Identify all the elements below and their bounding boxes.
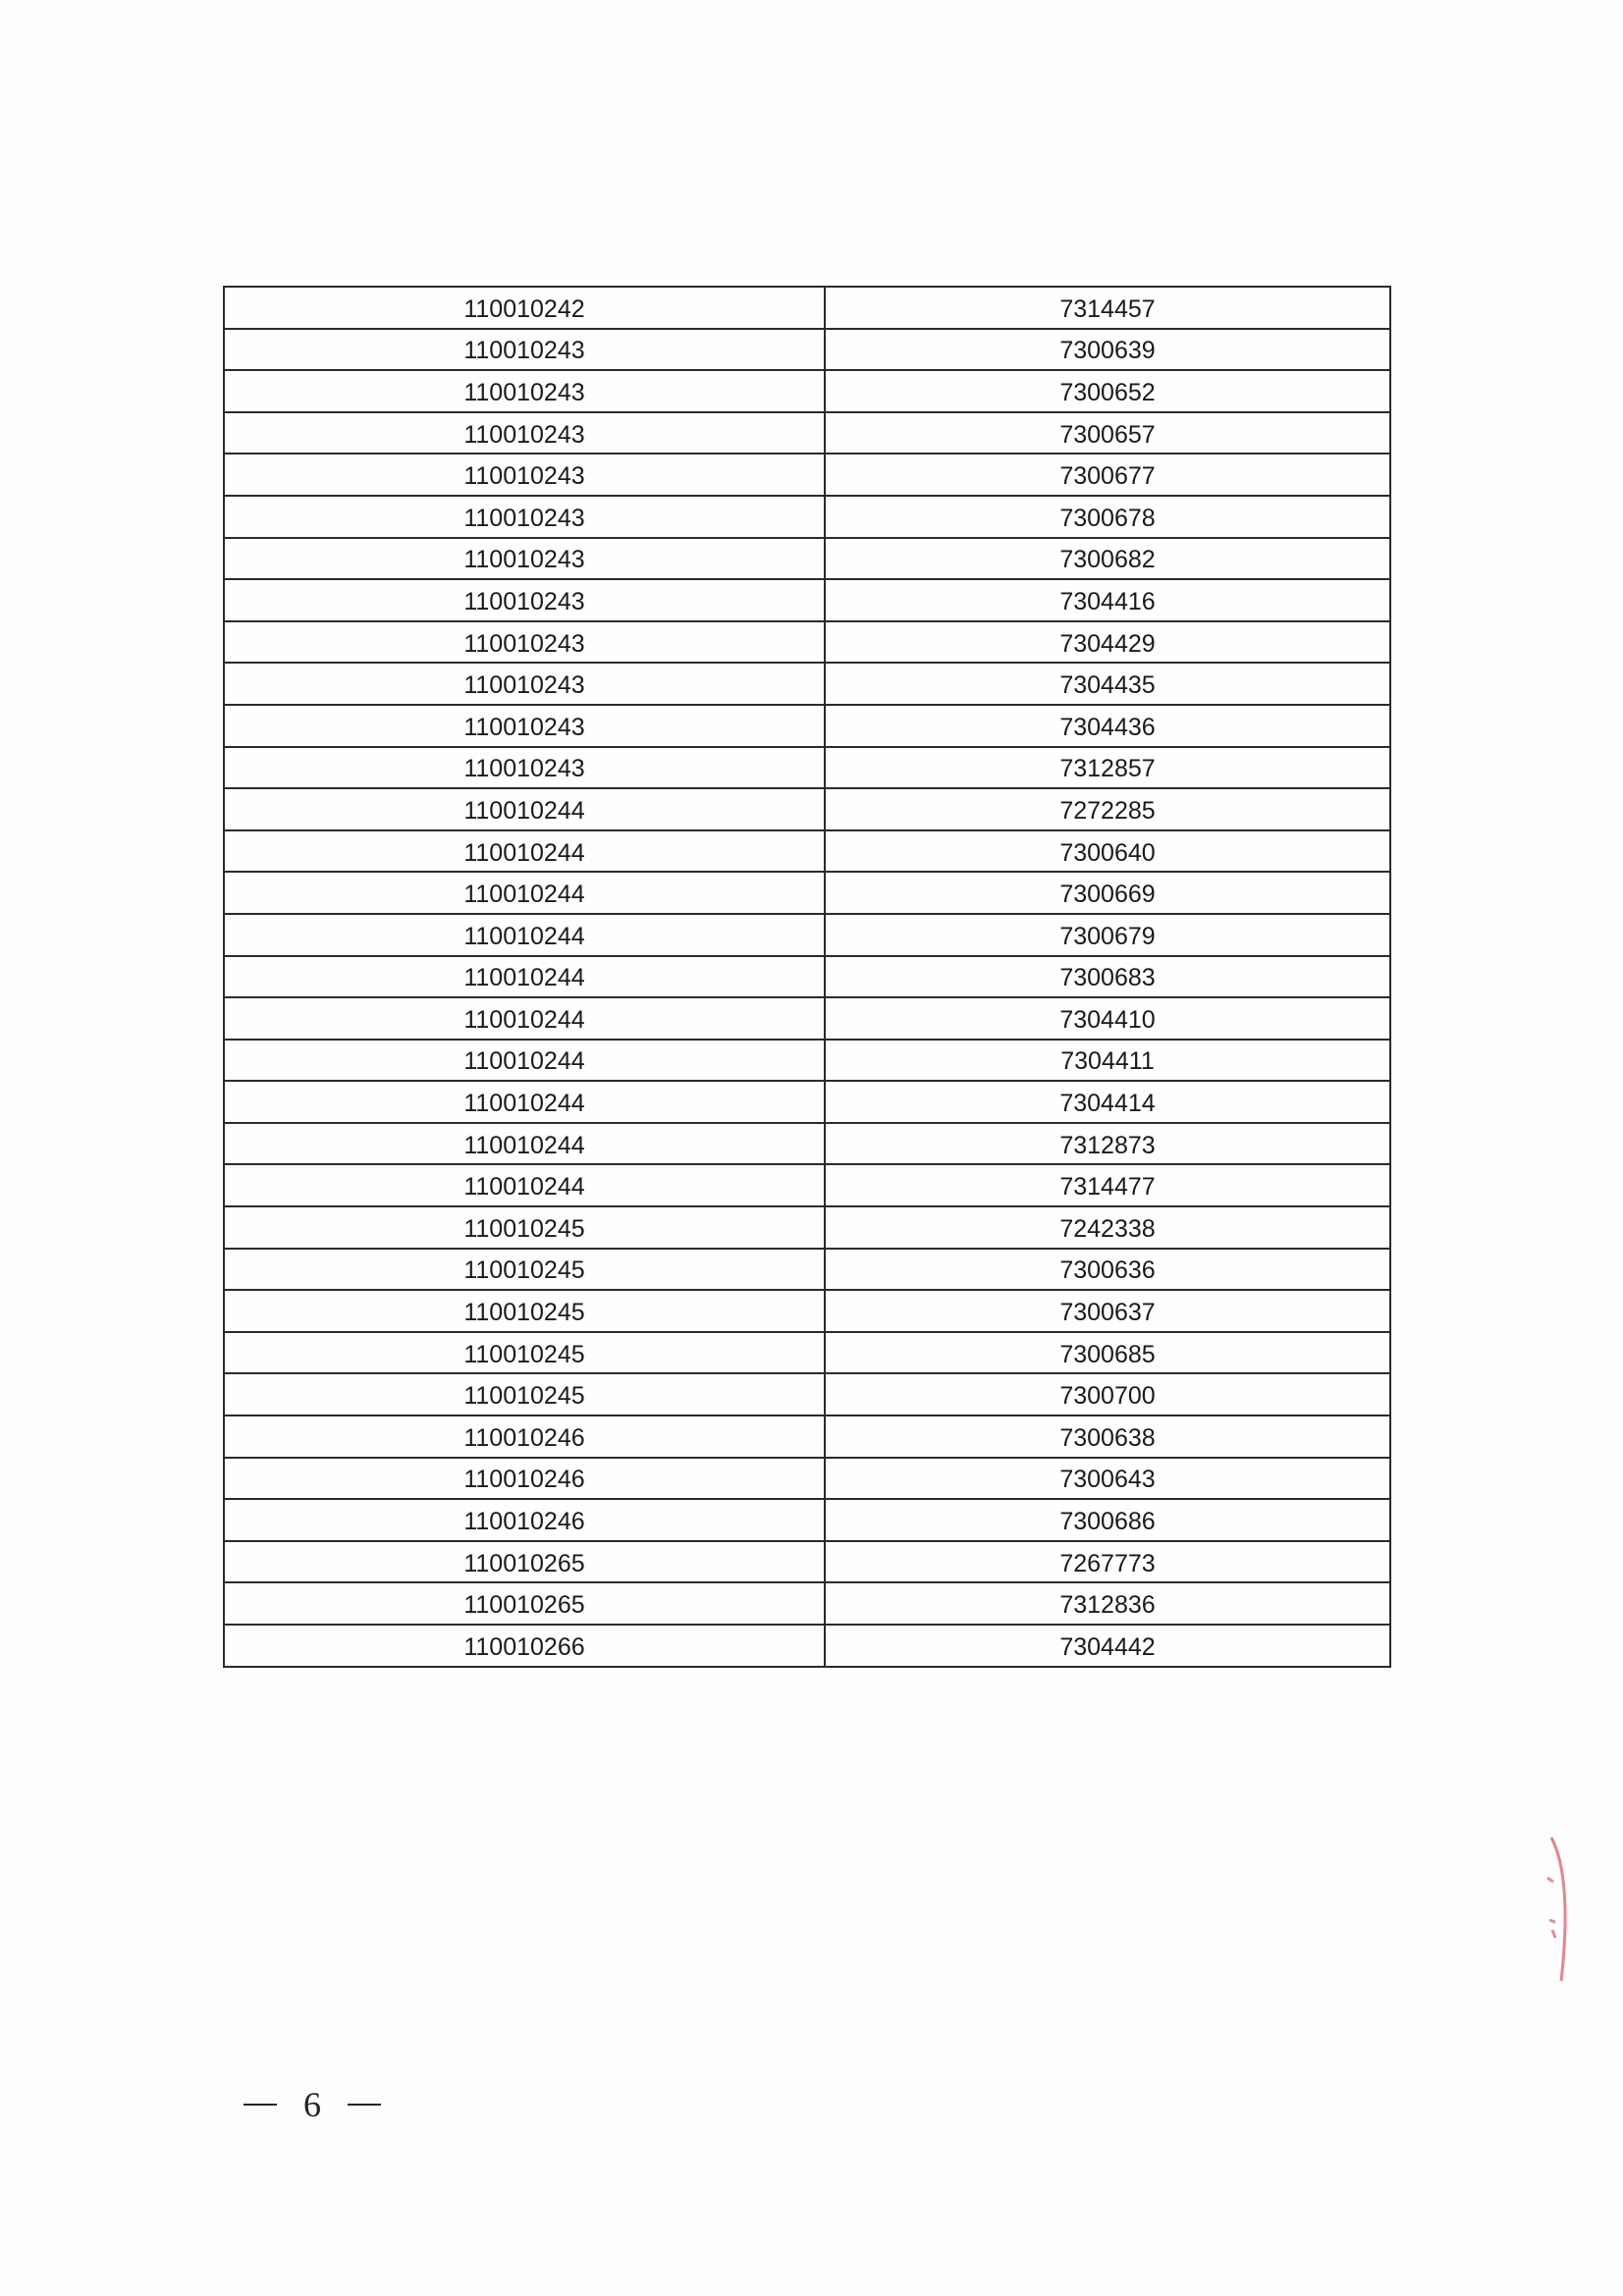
cell-code: 110010243 — [224, 538, 825, 580]
data-table — [223, 286, 1391, 1668]
cell-number: 7312857 — [825, 747, 1390, 789]
table-row — [224, 1458, 1390, 1500]
table-row — [224, 329, 1390, 371]
cell-number: 7300637 — [825, 1290, 1390, 1332]
table-row — [224, 1040, 1390, 1082]
cell-code: 110010244 — [224, 1123, 825, 1165]
cell-number: 7304442 — [825, 1625, 1390, 1667]
cell-code: 110010243 — [224, 370, 825, 412]
cell-code: 110010244 — [224, 914, 825, 956]
table-row — [224, 579, 1390, 621]
cell-number: 7304436 — [825, 705, 1390, 747]
cell-number: 7300638 — [825, 1415, 1390, 1458]
cell-number: 7300643 — [825, 1458, 1390, 1500]
cell-number: 7242338 — [825, 1206, 1390, 1249]
table-row — [224, 412, 1390, 454]
page-number — [243, 2085, 381, 2124]
cell-code: 110010244 — [224, 1081, 825, 1123]
table-row — [224, 997, 1390, 1040]
table-row — [224, 454, 1390, 496]
cell-number: 7300678 — [825, 496, 1390, 538]
table-row — [224, 1373, 1390, 1415]
page-number-dash-left — [243, 2104, 277, 2106]
table-row — [224, 788, 1390, 830]
cell-number: 7312836 — [825, 1582, 1390, 1625]
cell-code: 110010246 — [224, 1415, 825, 1458]
table-row — [224, 1123, 1390, 1165]
table-row — [224, 830, 1390, 873]
cell-number: 7304429 — [825, 621, 1390, 664]
table-row — [224, 1415, 1390, 1458]
table-row — [224, 914, 1390, 956]
cell-code: 110010265 — [224, 1541, 825, 1583]
table-row — [224, 1249, 1390, 1291]
cell-number: 7300657 — [825, 412, 1390, 454]
cell-code: 110010244 — [224, 872, 825, 914]
cell-code: 110010244 — [224, 788, 825, 830]
cell-number: 7272285 — [825, 788, 1390, 830]
table-row — [224, 705, 1390, 747]
table-row — [224, 496, 1390, 538]
cell-number: 7300639 — [825, 329, 1390, 371]
table-row — [224, 1164, 1390, 1206]
cell-code: 110010245 — [224, 1373, 825, 1415]
table-row — [224, 1625, 1390, 1667]
cell-number: 7300652 — [825, 370, 1390, 412]
table-row — [224, 1541, 1390, 1583]
cell-number: 7314457 — [825, 287, 1390, 329]
cell-code: 110010246 — [224, 1499, 825, 1541]
cell-code: 110010244 — [224, 997, 825, 1040]
cell-code: 110010244 — [224, 1040, 825, 1082]
table-row — [224, 956, 1390, 998]
cell-code: 110010243 — [224, 454, 825, 496]
table-row — [224, 370, 1390, 412]
table-row — [224, 1290, 1390, 1332]
cell-number: 7304414 — [825, 1081, 1390, 1123]
cell-code: 110010244 — [224, 956, 825, 998]
cell-number: 7314477 — [825, 1164, 1390, 1206]
table-row — [224, 1206, 1390, 1249]
table-row — [224, 287, 1390, 329]
cell-code: 110010245 — [224, 1249, 825, 1291]
cell-code: 110010243 — [224, 705, 825, 747]
cell-code: 110010245 — [224, 1290, 825, 1332]
cell-number: 7300677 — [825, 454, 1390, 496]
cell-number: 7300669 — [825, 872, 1390, 914]
cell-number: 7300640 — [825, 830, 1390, 873]
table-row — [224, 872, 1390, 914]
table-row — [224, 1332, 1390, 1374]
cell-code: 110010243 — [224, 329, 825, 371]
table-row — [224, 1081, 1390, 1123]
cell-number: 7267773 — [825, 1541, 1390, 1583]
cell-number: 7304435 — [825, 663, 1390, 705]
table-row — [224, 1499, 1390, 1541]
cell-number: 7300682 — [825, 538, 1390, 580]
table-row — [224, 747, 1390, 789]
cell-code: 110010243 — [224, 747, 825, 789]
cell-number: 7300685 — [825, 1332, 1390, 1374]
table-body — [224, 287, 1390, 1667]
cell-number: 7312873 — [825, 1123, 1390, 1165]
table-row — [224, 621, 1390, 664]
cell-code: 110010243 — [224, 663, 825, 705]
cell-number: 7304410 — [825, 997, 1390, 1040]
cell-code: 110010266 — [224, 1625, 825, 1667]
cell-number: 7304411 — [825, 1040, 1390, 1082]
cell-code: 110010265 — [224, 1582, 825, 1625]
page-number-dash-right — [348, 2104, 381, 2106]
cell-number: 7300636 — [825, 1249, 1390, 1291]
page-number-text: 6 — [303, 2085, 321, 2124]
cell-number: 7304416 — [825, 579, 1390, 621]
cell-code: 110010243 — [224, 412, 825, 454]
cell-code: 110010243 — [224, 579, 825, 621]
cell-code: 110010243 — [224, 496, 825, 538]
cell-number: 7300683 — [825, 956, 1390, 998]
table-row — [224, 538, 1390, 580]
table-row — [224, 663, 1390, 705]
cell-code: 110010242 — [224, 287, 825, 329]
cell-number: 7300679 — [825, 914, 1390, 956]
cell-code: 110010245 — [224, 1206, 825, 1249]
cell-code: 110010244 — [224, 1164, 825, 1206]
table-row — [224, 1582, 1390, 1625]
cell-number: 7300686 — [825, 1499, 1390, 1541]
cell-number: 7300700 — [825, 1373, 1390, 1415]
cell-code: 110010243 — [224, 621, 825, 664]
cell-code: 110010246 — [224, 1458, 825, 1500]
cell-code: 110010244 — [224, 830, 825, 873]
red-seal-fragment-icon — [1543, 1834, 1573, 1991]
cell-code: 110010245 — [224, 1332, 825, 1374]
